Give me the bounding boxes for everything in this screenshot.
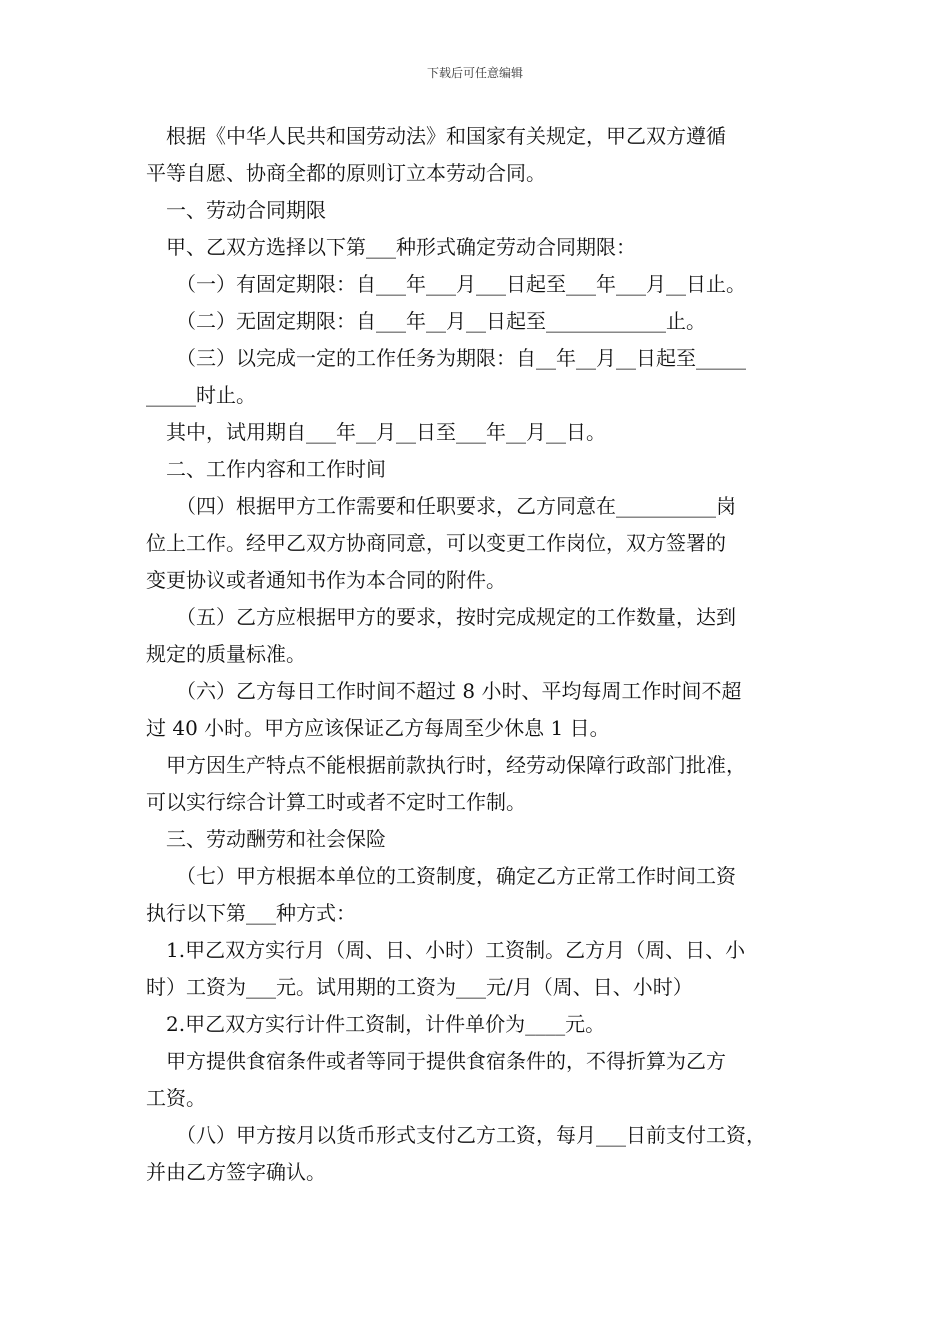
paragraph-line: （五）乙方应根据甲方的要求，按时完成规定的工作数量，达到 [176,605,736,629]
paragraph-line: 工资。 [146,1086,206,1110]
paragraph-line: 并由乙方签字确认。 [146,1160,326,1184]
paragraph-line: 其中，试用期自___年__月__日至___年__月__日。 [166,420,606,444]
paragraph-line: 根据《中华人民共和国劳动法》和国家有关规定，甲乙双方遵循 [166,124,726,148]
paragraph-line: _____时止。 [146,383,256,407]
paragraph-line: 甲、乙双方选择以下第___种形式确定劳动合同期限： [166,235,636,259]
paragraph-line: 可以实行综合计算工时或者不定时工作制。 [146,790,526,814]
paragraph-line: （三）以完成一定的工作任务为期限：自__年__月__日起至_____ [176,346,746,370]
paragraph-line: （六）乙方每日工作时间不超过 8 小时、平均每周工作时间不超 [176,679,742,703]
paragraph-line: （二）无固定期限：自___年__月__日起至____________止。 [176,309,706,333]
paragraph-line: 平等自愿、协商全都的原则订立本劳动合同。 [146,161,546,185]
section-heading: 一、劳动合同期限 [166,198,326,222]
paragraph-line: （八）甲方按月以货币形式支付乙方工资，每月___日前支付工资， [176,1123,766,1147]
paragraph-line: （一）有固定期限：自___年___月___日起至___年___月__日止。 [176,272,746,296]
paragraph-line: 甲方提供食宿条件或者等同于提供食宿条件的，不得折算为乙方 [166,1049,726,1073]
document-body [146,118,810,1191]
paragraph-line: （四）根据甲方工作需要和任职要求，乙方同意在__________岗 [176,494,736,518]
paragraph-line: 2.甲乙双方实行计件工资制，计件单价为____元。 [166,1012,606,1036]
paragraph-line: 1.甲乙双方实行月（周、日、小时）工资制。乙方月（周、日、小 [166,938,746,962]
paragraph-line: 位上工作。经甲乙双方协商同意，可以变更工作岗位，双方签署的 [146,531,726,555]
page-header: 下载后可任意编辑 [426,66,523,80]
paragraph-line: 过 40 小时。甲方应该保证乙方每周至少休息 1 日。 [146,716,610,740]
section-heading: 二、工作内容和工作时间 [166,457,386,481]
paragraph-line: 甲方因生产特点不能根据前款执行时，经劳动保障行政部门批准， [166,753,746,777]
paragraph-line: 时）工资为___元。试用期的工资为___元/月（周、日、小时） [146,975,693,999]
paragraph-line: （七）甲方根据本单位的工资制度，确定乙方正常工作时间工资 [176,864,736,888]
paragraph-line: 变更协议或者通知书作为本合同的附件。 [146,568,506,592]
section-heading: 三、劳动酬劳和社会保险 [166,827,386,851]
paragraph-line: 执行以下第___种方式： [146,901,356,925]
paragraph-line: 规定的质量标准。 [146,642,306,666]
